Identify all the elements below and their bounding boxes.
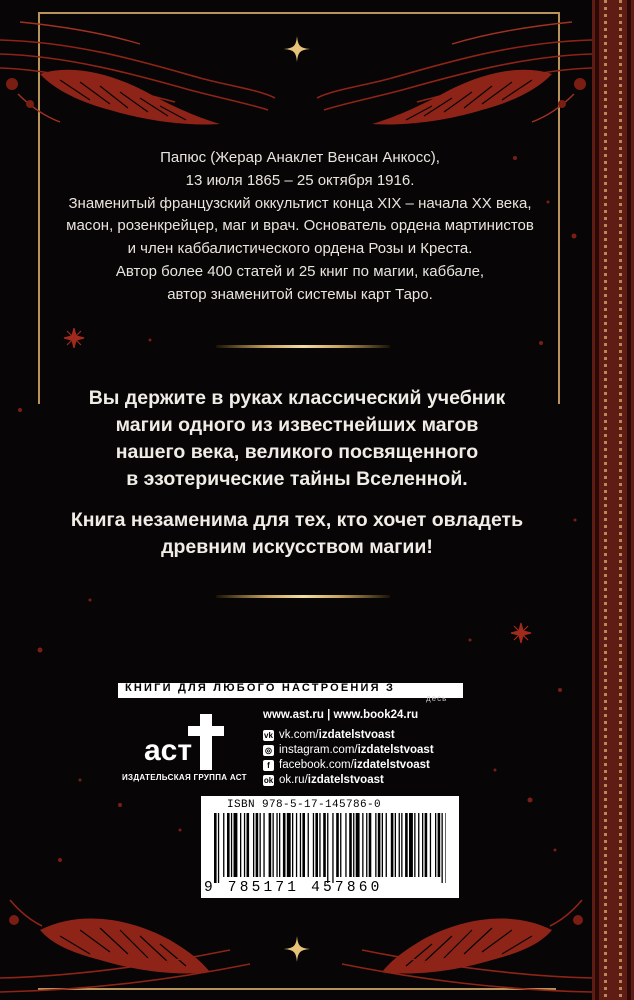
top-feather-ornament	[0, 14, 592, 134]
isbn-label: ISBN 978-5-17-145786-0	[227, 799, 382, 811]
bio-line: автор знаменитой системы карт Таро.	[167, 285, 433, 303]
facebook-icon: f	[263, 760, 274, 771]
ast-logo-icon	[130, 708, 255, 778]
gold-divider	[216, 595, 390, 598]
barcode-digits: 9 785171 457860	[204, 880, 383, 896]
bio-line: Папюс (Жерар Анаклет Венсан Анкосс),	[160, 149, 440, 166]
lead-line: магии одного из известнейших магов	[115, 414, 479, 436]
bio-line: и член каббалистического ордена Розы и Креста.	[127, 240, 473, 258]
bio-line: Автор более 400 статей и 25 книг по магии, каббале,	[115, 262, 485, 280]
social-link-instagram[interactable]: ◎ instagram.com/izdatelstvoast	[265, 744, 434, 756]
social-link-facebook[interactable]: f facebook.com/izdatelstvoast	[263, 759, 430, 771]
websites[interactable]: www.ast.ru | www.book24.ru	[263, 709, 419, 721]
lead-paragraph-2	[40, 507, 554, 561]
vk-icon: vk	[264, 730, 273, 740]
lead-line: Книга незаменима для тех, кто хочет овладеть	[70, 509, 524, 531]
tagline: КНИГИ ДЛЯ ЛЮБОГО НАСТРОЕНИЯ З	[125, 682, 396, 694]
social-link-odnoklassniki[interactable]: ok ok.ru/izdatelstvoast	[263, 774, 384, 786]
lead-line: древним искусством магии!	[161, 536, 433, 558]
odnoklassniki-icon: ok	[263, 775, 274, 785]
lead-line: в эзотерические тайны Вселенной.	[126, 468, 468, 490]
ast-logo-text: аст	[144, 734, 193, 767]
lead-paragraph-1	[40, 385, 554, 493]
author-bio	[60, 147, 540, 307]
gold-divider	[216, 345, 390, 348]
spine-border	[592, 0, 634, 1000]
social-link-vk[interactable]: vk vk.com/izdatelstvoast	[264, 729, 395, 741]
bio-line: Знаменитый французский оккультист конца XIX – начала XX века,	[68, 194, 532, 212]
instagram-icon: ◎	[263, 745, 274, 756]
lead-line: Вы держите в руках классический учебник	[88, 387, 506, 409]
publisher-name: ИЗДАТЕЛЬСКАЯ ГРУППА АСТ	[122, 773, 247, 782]
tagline-tail: десь	[426, 694, 448, 703]
bio-line: масон, розенкрейцер, маг и врач. Основатель ордена мартинистов	[66, 217, 534, 235]
lead-line: нашего века, великого посвященного	[115, 441, 479, 463]
red-star-icon	[63, 327, 85, 349]
barcode-icon	[214, 813, 446, 883]
bio-line: 13 июля 1865 – 25 октября 1916.	[185, 171, 415, 189]
gold-star-icon	[283, 35, 311, 63]
gold-star-icon	[283, 935, 311, 963]
red-star-icon	[510, 622, 532, 644]
